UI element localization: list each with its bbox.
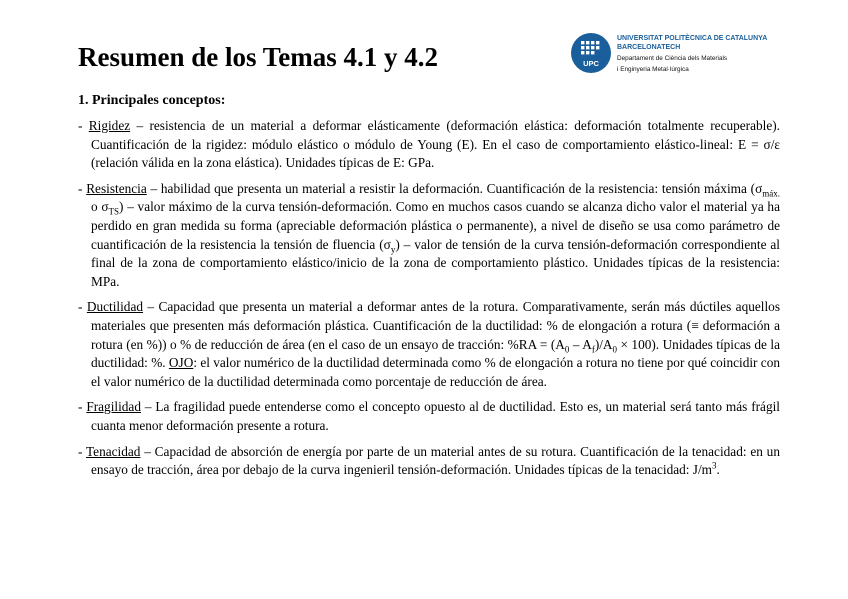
concept-fragilidad: - Fragilidad – La fragilidad puede entenderse como el concepto opuesto al de ductilidad. Esto es, un material será tanto más frágil cuanta menor deformación presente a rotura. [78,399,780,433]
department-name-line1: Departament de Ciència dels Materials [617,55,728,62]
concept-ductilidad: - Ductilidad – Capacidad que presenta un material a deformar antes de la rotura. Comparativamente, serán más dúctiles aquellos materiales que presenten más deformación plástica. Cuantificación de la ductilidad: % de elongación a rotura (≡ deformación a rotura (en %)) o % de reducción de área (en el caso de un ensayo de tracción: $\%RA = (A_0 - A_f)/A_0 \times 100$). Unidades típicas de la ductilidad: %. OJO: el valor numérico de la ductilidad determinada como % de elongación a rotura no tiene por qué coincidir con el valor numérico de la ductilidad determinada como porcentaje de reducción de área. [78,299,781,389]
term-resistencia: Resistencia [86,180,147,196]
concept-list [78,117,780,487]
concept-resistencia: - Resistencia – habilidad que presenta un material a resistir la deformación. Cuantificación de la resistencia: tensión máxima ($\sigma_{máx.}$ o $\sigma_{TS}$) – valor máximo de la curva tensión-deformación. Como en muchos casos cuando se alcanza dicho valor el material ya ha perdido en gran medida su forma (apreciable deformación plástica o permanente), a nivel de diseño se usa como parámetro de cuantificación de la resistencia la tensión de fluencia $(\sigma_y)$ – valor de tensión de la curva tensión-deformación correspondiente al final de la zona de comportamiento elástico/inicio de la zona de comportamiento plástico. Unidades típicas de la resistencia: MPa. [78,180,780,289]
ojo-note: OJO [168,355,194,371]
term-fragilidad: Fragilidad [86,399,141,415]
page-title: Resumen de los Temas 4.1 y 4.2 [78,42,439,72]
university-name-line1: UNIVERSITAT POLITÈCNICA DE CATALUNYA [617,35,768,42]
term-ductilidad: Ductilidad [86,299,143,315]
upc-abbrev: UPC [583,59,599,68]
department-name-line2: i Enginyeria Metal·lúrgica [617,65,689,73]
upc-logo [571,33,791,77]
concept-rigidez: - Rigidez – resistencia de un material a deformar elásticamente (deformación elástica: deformación totalmente recuperable). Cuantificación de la rigidez: módulo elástico o módulo de Young (E). En el caso de comportamiento elástico-lineal: E = σ/ε (relación válida en la zona elástica). Unidades típicas de E: GPa. [78,118,780,171]
term-tenacidad: Tenacidad [85,443,141,459]
upc-logo-icon [571,33,611,73]
term-rigidez: Rigidez [88,118,131,133]
university-name-line2: BARCELONATECH [617,43,681,51]
concept-tenacidad: - Tenacidad – Capacidad de absorción de energía por parte de un material antes de su rotura. Cuantificación de la tenacidad: en un ensayo de tracción, área por debajo de la curva ingenieril tensión-deformación. Unidades típicas de la tenacidad: $J/m^3$. [78,443,780,478]
section-title: 1. Principales conceptos: [78,93,226,108]
